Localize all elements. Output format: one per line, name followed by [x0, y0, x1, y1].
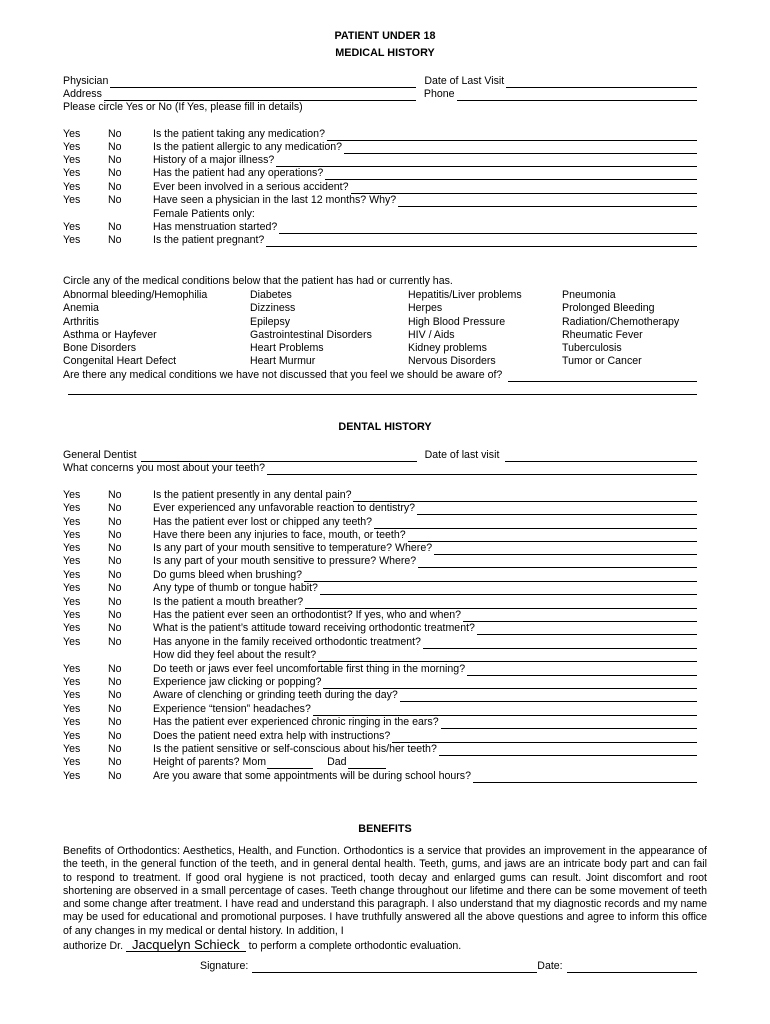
- condition-item[interactable]: Prolonged Bleeding: [562, 302, 655, 315]
- no-option[interactable]: No: [108, 542, 122, 554]
- no-option[interactable]: No: [108, 489, 122, 501]
- question-text: Has the patient ever lost or chipped any teeth?: [153, 516, 373, 528]
- authorize-row: [63, 938, 713, 953]
- physician-row: [63, 75, 697, 88]
- general-dentist-row: [63, 449, 697, 462]
- concerns-field[interactable]: [267, 465, 697, 475]
- condition-item[interactable]: Diabetes: [250, 289, 292, 301]
- question-row: [63, 502, 697, 515]
- answer-field[interactable]: [473, 773, 697, 783]
- answer-field[interactable]: [327, 131, 697, 141]
- other-conditions-field[interactable]: [508, 372, 697, 382]
- question-row: [63, 582, 697, 595]
- no-option[interactable]: No: [108, 194, 122, 206]
- address-field[interactable]: [104, 91, 416, 101]
- phone-field[interactable]: [457, 91, 697, 101]
- signature-field[interactable]: [252, 963, 537, 973]
- no-option[interactable]: No: [108, 516, 122, 528]
- no-option[interactable]: No: [108, 502, 122, 514]
- condition-item[interactable]: Nervous Disorders: [408, 355, 496, 368]
- doctor-name-field[interactable]: Jacquelyn Schieck: [126, 938, 246, 952]
- yes-option[interactable]: Yes: [63, 569, 81, 581]
- answer-field[interactable]: [266, 237, 697, 247]
- question-row: [63, 234, 697, 247]
- no-option[interactable]: No: [108, 555, 122, 567]
- question-row: [63, 636, 697, 649]
- yes-option[interactable]: Yes: [63, 596, 81, 608]
- question-text: Ever been involved in a serious accident?: [153, 181, 349, 193]
- physician-field[interactable]: [110, 78, 416, 88]
- question-row: [63, 542, 697, 555]
- no-option[interactable]: No: [108, 730, 122, 742]
- question-text: Are you aware that some appointments will be during school hours?: [153, 770, 471, 782]
- signature-row: [200, 960, 697, 973]
- other-conditions-row: [63, 369, 697, 382]
- question-text: Experience “tension” headaches?: [153, 703, 311, 715]
- question-text: Ever experienced any unfavorable reaction to dentistry?: [153, 502, 416, 514]
- question-text: Is the patient pregnant?: [153, 234, 265, 246]
- last-visit-field[interactable]: [506, 78, 697, 88]
- question-text: Is any part of your mouth sensitive to pressure? Where?: [153, 555, 417, 567]
- question-text: What is the patient’s attitude toward receiving orthodontic treatment?: [153, 622, 475, 634]
- conditions-col-4: [562, 289, 679, 369]
- yes-option[interactable]: Yes: [63, 141, 81, 153]
- answer-field[interactable]: [351, 184, 697, 194]
- answer-field[interactable]: [276, 157, 697, 167]
- question-row: [63, 676, 697, 689]
- no-option[interactable]: No: [108, 141, 122, 153]
- question-row: [63, 663, 697, 676]
- question-text: Has the patient ever seen an orthodontist? If yes, who and when?: [153, 609, 462, 621]
- instructions: Please circle Yes or No (If Yes, please fill in details): [63, 101, 303, 113]
- yes-option[interactable]: Yes: [63, 756, 81, 768]
- form-title: PATIENT UNDER 18: [334, 30, 436, 42]
- no-option[interactable]: No: [108, 167, 122, 179]
- yes-option[interactable]: Yes: [63, 234, 81, 246]
- condition-item[interactable]: Pneumonia: [562, 289, 616, 301]
- dentist-last-visit-field[interactable]: [505, 452, 697, 462]
- question-text: How did they feel about the result?: [153, 649, 317, 661]
- yes-option[interactable]: Yes: [63, 622, 81, 634]
- question-row: [63, 128, 697, 141]
- condition-item[interactable]: Rheumatic Fever: [562, 328, 643, 341]
- yes-option[interactable]: Yes: [63, 181, 81, 193]
- answer-field[interactable]: [398, 197, 697, 207]
- condition-item[interactable]: Heart Problems: [250, 342, 324, 355]
- yes-option[interactable]: Yes: [63, 716, 81, 728]
- no-option[interactable]: No: [108, 676, 122, 688]
- answer-field[interactable]: [400, 692, 697, 702]
- question-text: History of a major illness?: [153, 154, 275, 166]
- question-row: [63, 529, 697, 542]
- condition-item[interactable]: Arthritis: [63, 315, 99, 328]
- question-text: Do teeth or jaws ever feel uncomfortable first thing in the morning?: [153, 663, 466, 675]
- yes-option[interactable]: Yes: [63, 128, 81, 140]
- yes-option[interactable]: Yes: [63, 194, 81, 206]
- other-conditions-question: Are there any medical conditions we have not discussed that you feel we should be aware of?: [63, 369, 503, 381]
- condition-item[interactable]: Tuberculosis: [562, 342, 622, 355]
- condition-item[interactable]: Epilepsy: [250, 315, 291, 328]
- question-text: Do gums bleed when brushing?: [153, 569, 302, 581]
- question-row: [63, 194, 697, 207]
- answer-field[interactable]: [418, 558, 697, 568]
- other-conditions-field-2[interactable]: [68, 385, 697, 395]
- followup-row: [63, 649, 697, 662]
- answer-field[interactable]: [353, 492, 697, 502]
- condition-item[interactable]: Congenital Heart Defect: [63, 355, 177, 368]
- yes-option[interactable]: Yes: [63, 489, 81, 501]
- yes-option[interactable]: Yes: [63, 502, 81, 514]
- mom-height-label: Height of parents? Mom: [153, 756, 267, 768]
- no-option[interactable]: No: [108, 636, 122, 648]
- answer-field[interactable]: [423, 639, 697, 649]
- answer-field[interactable]: [392, 733, 697, 743]
- question-row: [63, 622, 697, 635]
- no-option[interactable]: No: [108, 529, 122, 541]
- question-text: Is the patient taking any medication?: [153, 128, 325, 140]
- no-option[interactable]: No: [108, 756, 122, 768]
- condition-item[interactable]: HIV / Aids: [408, 328, 455, 341]
- dentist-last-visit-label: Date of last visit: [424, 449, 500, 461]
- yes-option[interactable]: Yes: [63, 516, 81, 528]
- yes-option[interactable]: Yes: [63, 167, 81, 179]
- yes-option[interactable]: Yes: [63, 770, 81, 782]
- no-option[interactable]: No: [108, 234, 122, 246]
- answer-field[interactable]: [417, 505, 697, 515]
- yes-option[interactable]: Yes: [63, 582, 81, 594]
- address-label: Address: [63, 88, 102, 100]
- no-option[interactable]: No: [108, 770, 122, 782]
- answer-field[interactable]: [477, 625, 697, 635]
- condition-item[interactable]: Radiation/Chemotherapy: [562, 315, 680, 328]
- answer-field[interactable]: [304, 572, 697, 582]
- condition-item[interactable]: Anemia: [63, 302, 99, 315]
- no-option[interactable]: No: [108, 128, 122, 140]
- last-visit-label: Date of Last Visit: [424, 75, 505, 87]
- yes-option[interactable]: Yes: [63, 730, 81, 742]
- question-text: Any type of thumb or tongue habit?: [153, 582, 318, 594]
- condition-item[interactable]: Asthma or Hayfever: [63, 328, 157, 341]
- condition-item[interactable]: Bone Disorders: [63, 342, 137, 355]
- yes-option[interactable]: Yes: [63, 743, 81, 755]
- condition-item[interactable]: Hepatitis/Liver problems: [408, 289, 522, 301]
- yes-option[interactable]: Yes: [63, 542, 81, 554]
- mom-height-field[interactable]: [267, 759, 313, 769]
- dad-height-label: Dad: [327, 756, 347, 768]
- benefits-title: BENEFITS: [358, 823, 412, 835]
- question-text: Has anyone in the family received orthodontic treatment?: [153, 636, 421, 648]
- authorize-prefix: authorize Dr.: [63, 940, 124, 952]
- condition-item[interactable]: Abnormal bleeding/Hemophilia: [63, 289, 208, 301]
- question-text: Is the patient sensitive or self-conscious about his/her teeth?: [153, 743, 437, 755]
- question-row: [63, 703, 697, 716]
- yes-option[interactable]: Yes: [63, 703, 81, 715]
- other-conditions-line-2: [68, 382, 697, 395]
- answer-field[interactable]: [320, 585, 697, 595]
- question-row: [63, 181, 697, 194]
- female-patients-label: Female Patients only:: [153, 208, 255, 220]
- concerns-label: What concerns you most about your teeth?: [63, 462, 265, 474]
- question-text: Is the patient presently in any dental pain?: [153, 489, 352, 501]
- condition-item[interactable]: Dizziness: [250, 302, 296, 315]
- yes-option[interactable]: Yes: [63, 663, 81, 675]
- question-row: [63, 609, 697, 622]
- female-only-row: [63, 208, 697, 221]
- no-option[interactable]: No: [108, 569, 122, 581]
- dad-height-field[interactable]: [348, 759, 386, 769]
- question-text: Has the patient had any operations?: [153, 167, 324, 179]
- conditions-col-3: [408, 289, 522, 369]
- question-text: Have there been any injuries to face, mouth, or teeth?: [153, 529, 406, 541]
- question-text: Is any part of your mouth sensitive to temperature? Where?: [153, 542, 433, 554]
- no-option[interactable]: No: [108, 743, 122, 755]
- dental-history-title: DENTAL HISTORY: [338, 421, 432, 433]
- question-text: Has menstruation started?: [153, 221, 278, 233]
- no-option[interactable]: No: [108, 582, 122, 594]
- no-option[interactable]: No: [108, 181, 122, 193]
- question-row: [63, 770, 697, 783]
- condition-item[interactable]: Gastrointestinal Disorders: [250, 328, 372, 341]
- no-option[interactable]: No: [108, 221, 122, 233]
- address-row: [63, 88, 697, 101]
- question-row: [63, 154, 697, 167]
- question-text: Aware of clenching or grinding teeth during the day?: [153, 689, 398, 701]
- question-row: [63, 569, 697, 582]
- concerns-row: [63, 462, 697, 475]
- question-text: Has the patient ever experienced chronic ringing in the ears?: [153, 716, 439, 728]
- conditions-intro: Circle any of the medical conditions below that the patient has had or currently has.: [63, 275, 453, 287]
- question-row: [63, 516, 697, 529]
- condition-item[interactable]: Herpes: [408, 302, 443, 315]
- yes-option[interactable]: Yes: [63, 609, 81, 621]
- answer-field[interactable]: [434, 545, 697, 555]
- question-row: [63, 730, 697, 743]
- form-subtitle: MEDICAL HISTORY: [335, 47, 435, 59]
- condition-item[interactable]: Heart Murmur: [250, 355, 316, 368]
- benefits-paragraph: Benefits of Orthodontics: Aesthetics, Health, and Function. Orthodontics is a service that provides an improvement in the appearance of the teeth, in the general function of the teeth, and in general dental health. Teeth, gums, and jaws are an intricate body part and can fail to respond to treatment. If good oral hygiene is not practiced, tooth decay and enlarged gums can result. Joint discomfort and root shortening are observed in a small percentage of cases. Teeth change throughout our lifetime and there can be some movement of teeth and some change after treatment. I have read and understand this paragraph. I also understand that my diagnostic records and my name may be used for educational and promotional purposes. I have truthfully answered all the above questions and agree to inform this office of any changes in my medical or dental history. In addition, I: [63, 845, 707, 937]
- parents-height-row: [63, 756, 697, 769]
- general-dentist-label: General Dentist: [63, 449, 137, 461]
- no-option[interactable]: No: [108, 622, 122, 634]
- question-row: [63, 596, 697, 609]
- answer-field[interactable]: [305, 599, 697, 609]
- no-option[interactable]: No: [108, 154, 122, 166]
- question-row: [63, 716, 697, 729]
- question-row: [63, 555, 697, 568]
- physician-label: Physician: [63, 75, 109, 87]
- answer-field[interactable]: [467, 666, 697, 676]
- no-option[interactable]: No: [108, 703, 122, 715]
- answer-field[interactable]: [325, 170, 697, 180]
- answer-field[interactable]: [441, 719, 697, 729]
- question-row: [63, 489, 697, 502]
- yes-option[interactable]: Yes: [63, 221, 81, 233]
- answer-field[interactable]: [318, 652, 697, 662]
- conditions-col-1: [63, 289, 207, 369]
- date-label: Date:: [537, 960, 563, 972]
- question-text: Experience jaw clicking or popping?: [153, 676, 322, 688]
- yes-option[interactable]: Yes: [63, 676, 81, 688]
- conditions-col-2: [250, 289, 372, 369]
- condition-item[interactable]: Tumor or Cancer: [562, 355, 642, 368]
- yes-option[interactable]: Yes: [63, 154, 81, 166]
- yes-option[interactable]: Yes: [63, 636, 81, 648]
- no-option[interactable]: No: [108, 716, 122, 728]
- answer-field[interactable]: [279, 224, 697, 234]
- answer-field[interactable]: [408, 532, 697, 542]
- general-dentist-field[interactable]: [141, 452, 417, 462]
- question-row: [63, 689, 697, 702]
- question-text: Have seen a physician in the last 12 months? Why?: [153, 194, 397, 206]
- no-option[interactable]: No: [108, 663, 122, 675]
- no-option[interactable]: No: [108, 689, 122, 701]
- signature-label: Signature:: [200, 960, 249, 972]
- answer-field[interactable]: [374, 519, 697, 529]
- answer-field[interactable]: [463, 612, 697, 622]
- answer-field[interactable]: [323, 679, 697, 689]
- question-row: [63, 141, 697, 154]
- question-row: [63, 167, 697, 180]
- answer-field[interactable]: [344, 144, 697, 154]
- question-text: Does the patient need extra help with instructions?: [153, 730, 391, 742]
- no-option[interactable]: No: [108, 596, 122, 608]
- no-option[interactable]: No: [108, 609, 122, 621]
- question-row: [63, 743, 697, 756]
- answer-field[interactable]: [313, 706, 697, 716]
- signature-date-field[interactable]: [567, 963, 697, 973]
- yes-option[interactable]: Yes: [63, 529, 81, 541]
- condition-item[interactable]: High Blood Pressure: [408, 315, 506, 328]
- question-text: Is the patient a mouth breather?: [153, 596, 304, 608]
- phone-label: Phone: [423, 88, 455, 100]
- yes-option[interactable]: Yes: [63, 555, 81, 567]
- authorize-suffix: to perform a complete orthodontic evaluation.: [248, 940, 462, 952]
- yes-option[interactable]: Yes: [63, 689, 81, 701]
- condition-item[interactable]: Kidney problems: [408, 342, 487, 355]
- question-text: Is the patient allergic to any medication?: [153, 141, 343, 153]
- question-row: [63, 221, 697, 234]
- answer-field[interactable]: [439, 746, 697, 756]
